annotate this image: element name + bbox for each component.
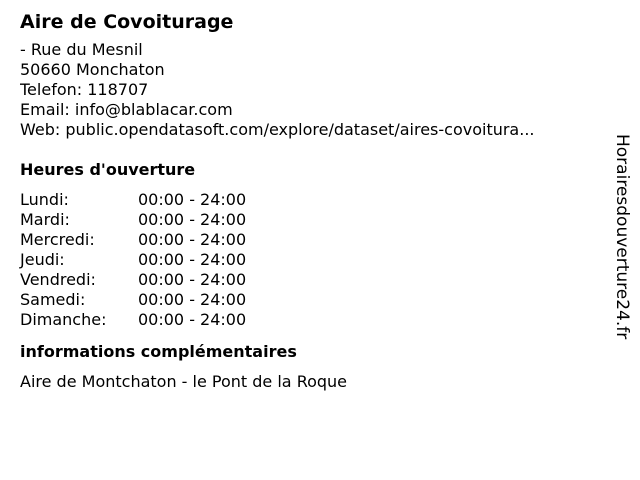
place-card [20,10,600,392]
time-range: 00:00 - 24:00 [138,290,247,309]
hours-heading: Heures d'ouverture [20,160,196,179]
day-label: Lundi: [20,190,69,209]
hours-row-dimanche [20,310,600,330]
hours-row-vendredi [20,270,600,290]
hours-list [20,190,600,330]
place-title: Aire de Covoiturage [20,11,234,33]
time-range: 00:00 - 24:00 [138,270,247,289]
info-heading: informations complémentaires [20,342,297,361]
time-range: 00:00 - 24:00 [138,310,247,329]
time-range: 00:00 - 24:00 [138,250,247,269]
hours-row-mardi [20,210,600,230]
day-label: Samedi: [20,290,86,309]
time-range: 00:00 - 24:00 [138,210,247,229]
day-label: Mercredi: [20,230,95,249]
phone-line: Telefon: 118707 [20,80,149,99]
time-range: 00:00 - 24:00 [138,230,247,249]
email-line: Email: info@blablacar.com [20,100,233,119]
day-label: Mardi: [20,210,70,229]
hours-row-lundi [20,190,600,210]
info-text: Aire de Montchaton - le Pont de la Roque [20,372,348,391]
web-line: Web: public.opendatasoft.com/explore/dataset/aires-covoitura... [20,120,535,139]
day-label: Vendredi: [20,270,96,289]
hours-row-mercredi [20,230,600,250]
time-range: 00:00 - 24:00 [138,190,247,209]
street-line: - Rue du Mesnil [20,40,143,59]
day-label: Jeudi: [20,250,65,269]
site-watermark: Horairesdouverture24.fr [612,134,632,340]
address-block [20,40,600,140]
city-line: 50660 Monchaton [20,60,165,79]
hours-row-jeudi [20,250,600,270]
day-label: Dimanche: [20,310,107,329]
hours-row-samedi [20,290,600,310]
